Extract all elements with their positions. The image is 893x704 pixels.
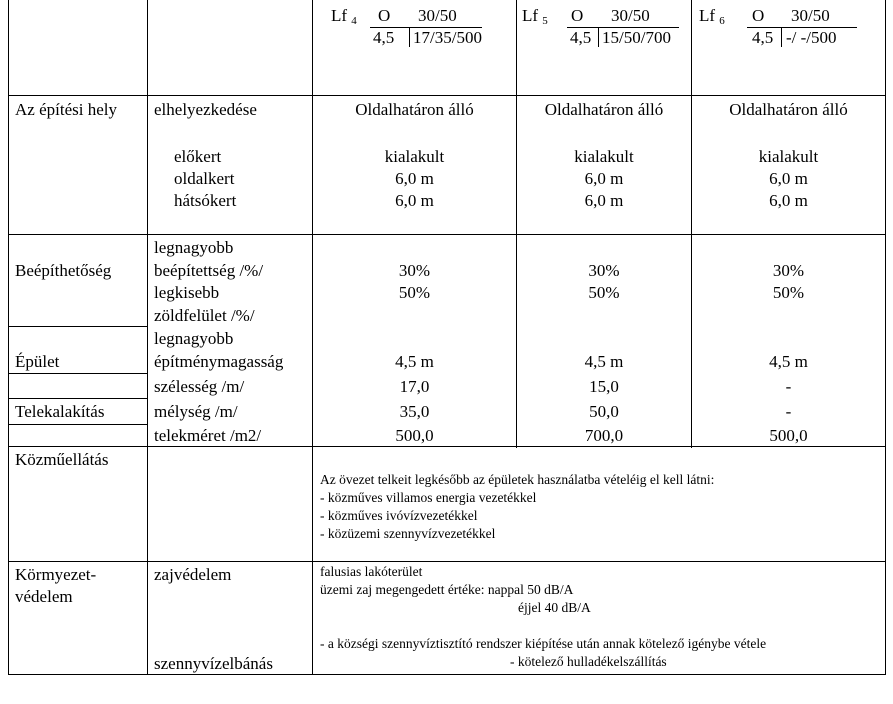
zone-height: 4,5 <box>570 28 592 47</box>
zone-code: Lf <box>522 6 539 25</box>
zone-height: 4,5 <box>752 28 774 47</box>
coverage-value: 30% <box>588 261 620 280</box>
plot-size-value: 700,0 <box>584 426 624 445</box>
width-value: 15,0 <box>589 377 619 396</box>
label-front-yard: előkert <box>174 147 222 166</box>
placement-value: Oldalhatáron álló <box>355 100 474 119</box>
side-yard-value: 6,0 m <box>395 169 434 188</box>
label-largest: legnagyobb <box>154 238 234 257</box>
side-yard-value: 6,0 m <box>584 169 624 188</box>
zone-ratio: 30/50 <box>611 6 650 25</box>
label-noise: zajvédelem <box>154 565 232 584</box>
coverage-value: 30% <box>772 261 805 280</box>
label-placement: elhelyezkedése <box>154 100 257 119</box>
height-value: 4,5 m <box>769 352 808 371</box>
zone-type: O <box>378 6 391 25</box>
plot-size-value: 500,0 <box>395 426 434 445</box>
label-smallest: legkisebb <box>154 283 220 302</box>
zone-code: Lf <box>699 6 716 25</box>
zone-type: O <box>752 6 765 25</box>
depth-value: 35,0 <box>399 402 430 421</box>
section-title-environment-1: Körmyezet- <box>15 565 97 584</box>
section-title-environment-2: védelem <box>15 587 73 606</box>
label-width: szélesség /m/ <box>154 377 245 396</box>
plot-size-value: 500,0 <box>769 426 808 445</box>
coverage-value: 30% <box>398 261 431 280</box>
section-title-utilities: Közműellátás <box>15 450 109 469</box>
zone-code: Lf <box>331 6 348 25</box>
height-value: 4,5 m <box>584 352 624 371</box>
front-yard-value: kialakult <box>574 147 634 166</box>
green-value: 50% <box>772 283 805 302</box>
height-value: 4,5 m <box>395 352 434 371</box>
rear-yard-value: 6,0 m <box>395 191 434 210</box>
label-coverage: beépítettség /%/ <box>154 261 264 280</box>
label-depth: mélység /m/ <box>154 402 238 421</box>
side-yard-value: 6,0 m <box>769 169 808 188</box>
depth-value: - <box>785 402 792 421</box>
zone-height: 4,5 <box>373 28 395 47</box>
placement-value: Oldalhatáron álló <box>544 100 664 119</box>
front-yard-value: kialakult <box>384 147 445 166</box>
section-title-site: Az építési hely <box>15 100 117 119</box>
width-value: 17,0 <box>399 377 430 396</box>
label-building-height: építménymagasság <box>154 352 284 371</box>
label-plot-size: telekméret /m2/ <box>154 426 262 445</box>
placement-value: Oldalhatáron álló <box>729 100 848 119</box>
label-largest-height: legnagyobb <box>154 329 234 348</box>
rear-yard-value: 6,0 m <box>769 191 808 210</box>
section-title-building: Épület <box>15 352 60 371</box>
rear-yard-value: 6,0 m <box>584 191 624 210</box>
label-green-area: zöldfelület /%/ <box>154 306 255 325</box>
zone-type: O <box>571 6 584 25</box>
label-side-yard: oldalkert <box>174 169 235 188</box>
label-sewage: szennyvízelbánás <box>154 654 273 673</box>
green-value: 50% <box>398 283 431 302</box>
zone-ratio: 30/50 <box>791 6 830 25</box>
section-title-plot: Telekalakítás <box>15 402 105 421</box>
zone-plot: -/ -/500 <box>786 28 837 47</box>
depth-value: 50,0 <box>589 402 619 421</box>
green-value: 50% <box>588 283 620 302</box>
front-yard-value: kialakult <box>758 147 819 166</box>
label-rear-yard: hátsókert <box>174 191 237 210</box>
zone-ratio: 30/50 <box>418 6 457 25</box>
zone-plot: 17/35/500 <box>413 28 482 47</box>
zone-plot: 15/50/700 <box>602 28 671 47</box>
width-value: - <box>785 377 792 396</box>
section-title-buildability: Beépíthetőség <box>15 261 112 280</box>
